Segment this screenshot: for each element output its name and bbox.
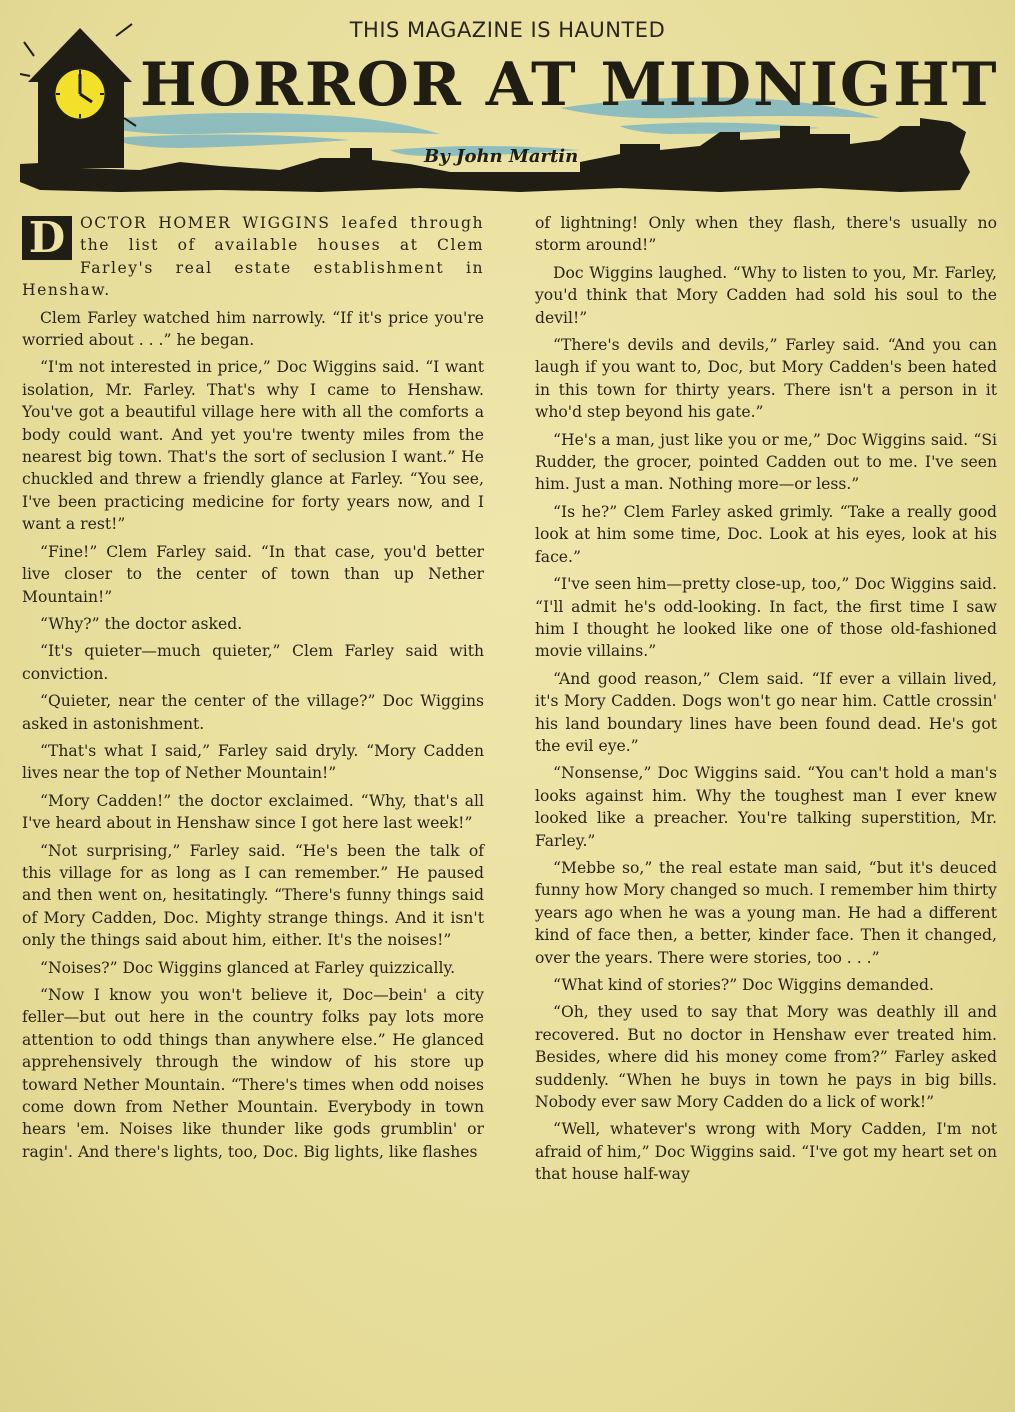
opening-paragraph <box>22 212 484 302</box>
paragraph: “Noises?” Doc Wiggins glanced at Farley quizzically. <box>40 958 456 977</box>
clock-tower-icon <box>20 24 136 168</box>
paragraph: “Well, whatever's wrong with Mory Cadden, I'm not afraid of him,” Doc Wiggins said. “I've got my heart set on that house half-way <box>535 1120 997 1184</box>
paragraph: “Mory Cadden!” the doctor exclaimed. “Why, that's all I've heard about in Henshaw since I got here last week!” <box>22 791 484 833</box>
left-column <box>22 212 484 1168</box>
paragraph: “Is he?” Clem Farley asked grimly. “Take a really good look at him some time, Doc. Look at his eyes, look at his face.” <box>535 502 997 566</box>
paragraph: “Mebbe so,” the real estate man said, “but it's deuced funny how Mory changed so much. I remember him thirty years ago when he was a young man. He had a different kind of face then, a better, kinder face. Then it changed, over the years. There were stories, too . . .” <box>535 858 997 967</box>
paragraph: “Quieter, near the center of the village?” Doc Wiggins asked in astonishment. <box>22 692 484 733</box>
story-title: HORROR AT MIDNIGHT <box>140 50 999 120</box>
paragraph: “I'm not interested in price,” Doc Wiggins said. “I want isolation, Mr. Farley. That's why I came to Henshaw. You've got a beautiful village here with all the comforts a body could want. And yet you're twenty miles from the nearest big town. That's the sort of seclusion I want.” He chuckled and threw a friendly glance at Farley. “You see, I've been practicing medicine for forty years now, and I want a rest!” <box>22 358 484 534</box>
paragraph: “Not surprising,” Farley said. “He's been the talk of this village for as long as I can remember.” He paused and then went on, hesitatingly. “There's funny things said of Mory Cadden, Doc. Mighty strange things. And it isn't only the things said about him, either. It's the noises!” <box>22 841 484 950</box>
drop-cap: D <box>22 216 72 260</box>
paragraph: “Nonsense,” Doc Wiggins said. “You can't hold a man's looks against him. Why the toughest man I ever knew looked like a preacher. You're talking superstition, Mr. Farley.” <box>535 764 997 850</box>
paragraph: Clem Farley watched him narrowly. “If it's price you're worried about . . .” he began. <box>22 308 484 350</box>
continued-paragraph: of lightning! Only when they flash, there's usually no storm around!” <box>535 214 997 255</box>
paragraph: “I've seen him—pretty close-up, too,” Doc Wiggins said. “I'll admit he's odd-looking. In fact, the first time I saw him I thought he looked like one of those old-fashioned movie villains.” <box>535 575 997 661</box>
paragraph: “Why?” the doctor asked. <box>40 614 243 633</box>
paragraph: “He's a man, just like you or me,” Doc Wiggins said. “Si Rudder, the grocer, pointed Cadden out to me. I've seen him. Just a man. Nothing more—or less.” <box>535 430 997 494</box>
right-column <box>535 212 997 1191</box>
paragraph: “Fine!” Clem Farley said. “In that case, you'd better live closer to the center of town than up Nether Mountain!” <box>22 542 484 606</box>
paragraph: “What kind of stories?” Doc Wiggins demanded. <box>553 976 934 994</box>
magazine-name: THIS MAGAZINE IS HAUNTED <box>349 18 666 42</box>
paragraph: “Oh, they used to say that Mory was deathly ill and recovered. But no doctor in Henshaw ever treated him. Besides, where did his money come from?” Farley asked suddenly. “When he buys in town he pays in big bills. Nobody ever saw Mory Cadden do a lick of work!” <box>535 1003 997 1112</box>
paragraph: “It's quieter—much quieter,” Clem Farley said with conviction. <box>22 642 484 683</box>
opening-text: OCTOR HOMER WIGGINS leafed through the list of available houses at Clem Farley's real estate establishment in Henshaw. <box>22 214 484 300</box>
paragraph: “That's what I said,” Farley said dryly. “Mory Cadden lives near the top of Nether Mountain!” <box>22 741 484 783</box>
paragraph: “And good reason,” Clem said. “If ever a villain lived, it's Mory Cadden. Dogs won't go near him. Cattle crossin' his land boundary lines have been found dead. He's got the evil eye.” <box>535 669 997 755</box>
paragraph: “Now I know you won't believe it, Doc—bein' a city feller—but out here in the country folks pay lots more attention to odd things than anywhere else.” He glanced apprehensively through the window of his store up toward Nether Mountain. “There's times when odd noises come down from Nether Mountain. Everybody in town hears 'em. Noises like thunder like gods grumblin' or ragin'. And there's lights, too, Doc. Big lights, like flashes <box>22 986 484 1161</box>
paragraph: “There's devils and devils,” Farley said. “And you can laugh if you want to, Doc, but Mory Cadden's been hated in this town for thirty years. There isn't a person in it who'd step beyond his gate.” <box>535 336 997 422</box>
story-byline: By John Martin <box>424 146 579 167</box>
paragraph: Doc Wiggins laughed. “Why to listen to you, Mr. Farley, you'd think that Mory Cadden had sold his soul to the devil!” <box>535 263 997 327</box>
